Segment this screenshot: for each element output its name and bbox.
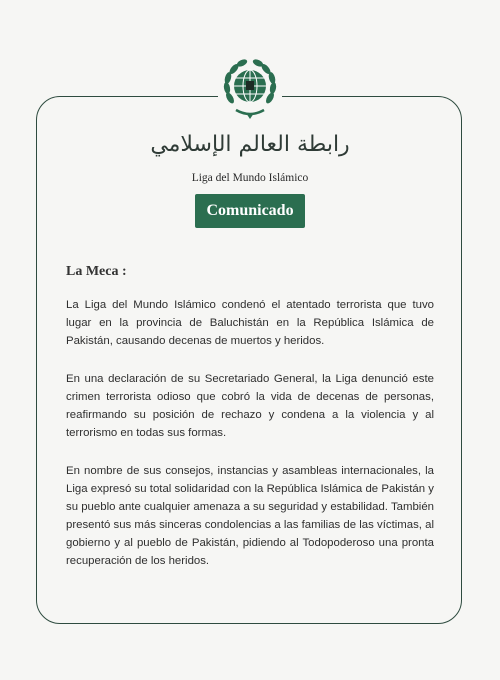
globe-laurel-emblem-icon [222,58,278,120]
paragraph-1: La Liga del Mundo Islámico condenó el atentado terrorista que tuvo lugar en la provincia de Baluchistán en la República Islámica de Pakistán, causando decenas de muertos y heridos. [66,299,434,347]
organization-name: Liga del Mundo Islámico [191,172,309,184]
emblem-container [218,58,282,122]
location-heading: La Meca : [66,264,127,279]
paragraph-2: En una declaración de su Secretariado General, la Liga denunció este crimen terrorista odioso que cobró la vida de decenas de personas, reafirmando su posición de rechazo y condena a la violencia y al terrorismo en todas sus formas. [66,373,434,439]
communique-badge: Comunicado [195,194,305,228]
arabic-organization-name: رابطة العالم الإسلامي [150,132,350,157]
article-body [66,296,434,590]
paragraph-3: En nombre de sus consejos, instancias y asambleas internacionales, la Liga expresó su total solidaridad con la República Islámica de Pakistán y su pueblo ante cualquier amenaza a su seguridad y estabilidad. También presentó sus más sinceras condolencias a las familias de las víctimas, al gobierno y al pueblo de Pakistán, pidiendo al Todopoderoso una pronta recuperación de los heridos. [66,465,434,567]
